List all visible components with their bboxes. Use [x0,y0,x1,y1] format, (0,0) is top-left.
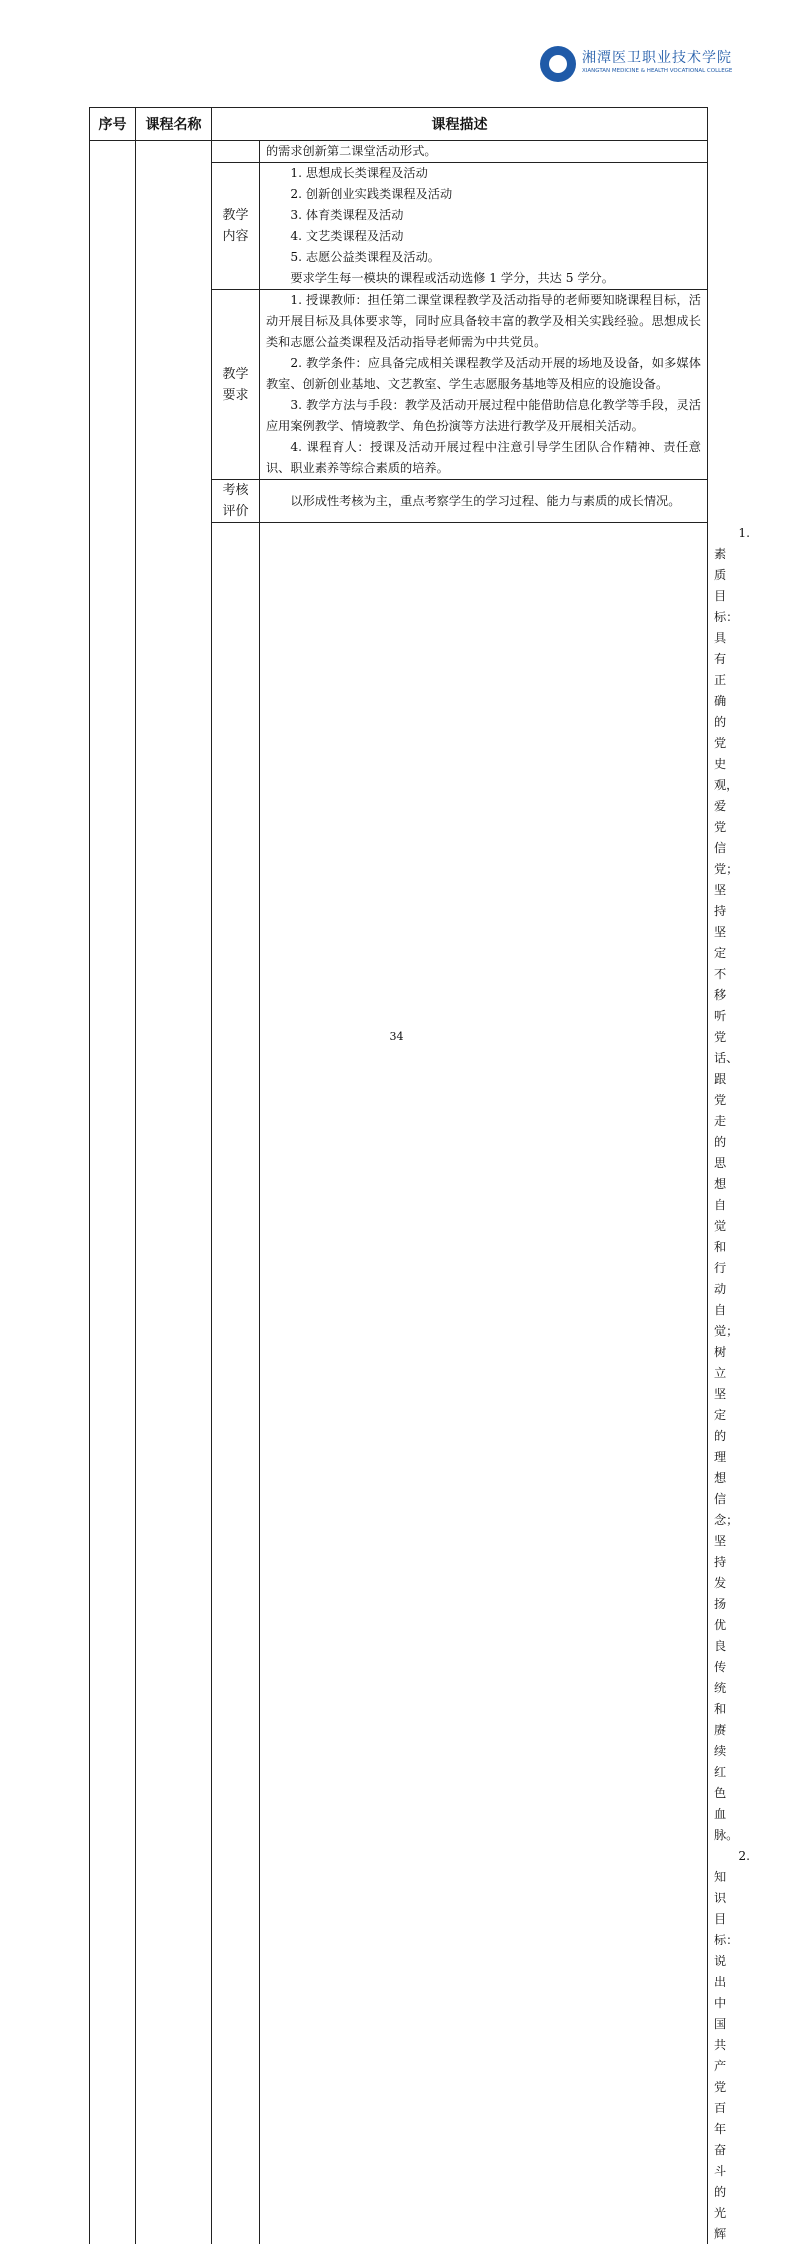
cont-seq-cell [90,141,136,2244]
row-label: 教学要求 [212,290,260,480]
cont-eval-desc [260,480,708,523]
paragraph: 1. 授课教师：担任第二课堂课程教学及活动指导的老师要知晓课程目标，活动开展目标及具体要求等，同时应具备较丰富的教学及相关实践经验。思想成长类和志愿公益类课程及活动指导老师需为中共党员。 [266,290,701,353]
paragraph: 2. 教学条件：应具备完成相关课程教学及活动开展的场地及设备，如多媒体教室、创新创业基地、文艺教室、学生志愿服务基地等及相应的设施设备。 [266,353,701,395]
paragraph: 以形成性考核为主，重点考察学生的学习过程、能力与素质的成长情况。 [266,491,701,512]
table-row: 1. 素质目标：具有正确的党史观，爱党信党；坚持坚定不移听党话、跟党走的思想自觉和行动自觉；树立坚定的理想信念；坚持发扬优良传统和赓续红色血脉。 2. 知识目标：说出中国共产党百年奋斗的光辉 [90,523,708,2244]
course2-seq [212,523,260,2244]
header-course-name: 课程名称 [136,108,212,141]
logo-english-name: XIANGTAN MEDICINE & HEALTH VOCATIONAL COLLEGE [582,68,732,74]
cont-blank-label [212,141,260,163]
row-label: 教学内容 [212,163,260,290]
list-item: 4. 文艺类课程及活动 [266,226,701,247]
cont-name-cell [136,141,212,2244]
content-note: 要求学生每一模块的课程或活动选修 1 学分，共达 5 学分。 [266,268,701,289]
cont-first-line [260,141,708,163]
table-row [90,141,708,163]
list-item: 5. 志愿公益类课程及活动。 [266,247,701,268]
cont-req-desc [260,290,708,480]
cont-content-desc [260,163,708,290]
row-label: 考核评价 [212,480,260,523]
header-course-desc: 课程描述 [212,108,708,141]
list-item: 3. 体育类课程及活动 [266,205,701,226]
paragraph: 4. 课程育人：授课及活动开展过程中注意引导学生团队合作精神、责任意识、职业素养等综合素质的培养。 [266,437,701,479]
college-logo [540,46,740,82]
logo-chinese-name: 湘潭医卫职业技术学院 [582,47,732,67]
desc-text: 的需求创新第二课堂活动形式。 [266,141,701,162]
list-item: 1. 思想成长类课程及活动 [266,163,701,184]
course2-name [260,523,708,2244]
header-seq: 序号 [90,108,136,141]
page-number: 34 [0,1030,793,1043]
paragraph: 3. 教学方法与手段：教学及活动开展过程中能借助信息化教学等手段，灵活应用案例教学、情境教学、角色扮演等方法进行教学及开展相关活动。 [266,395,701,437]
course-table [89,107,708,2244]
college-emblem [540,46,576,82]
table-header-row [90,108,708,141]
list-item: 2. 创新创业实践类课程及活动 [266,184,701,205]
